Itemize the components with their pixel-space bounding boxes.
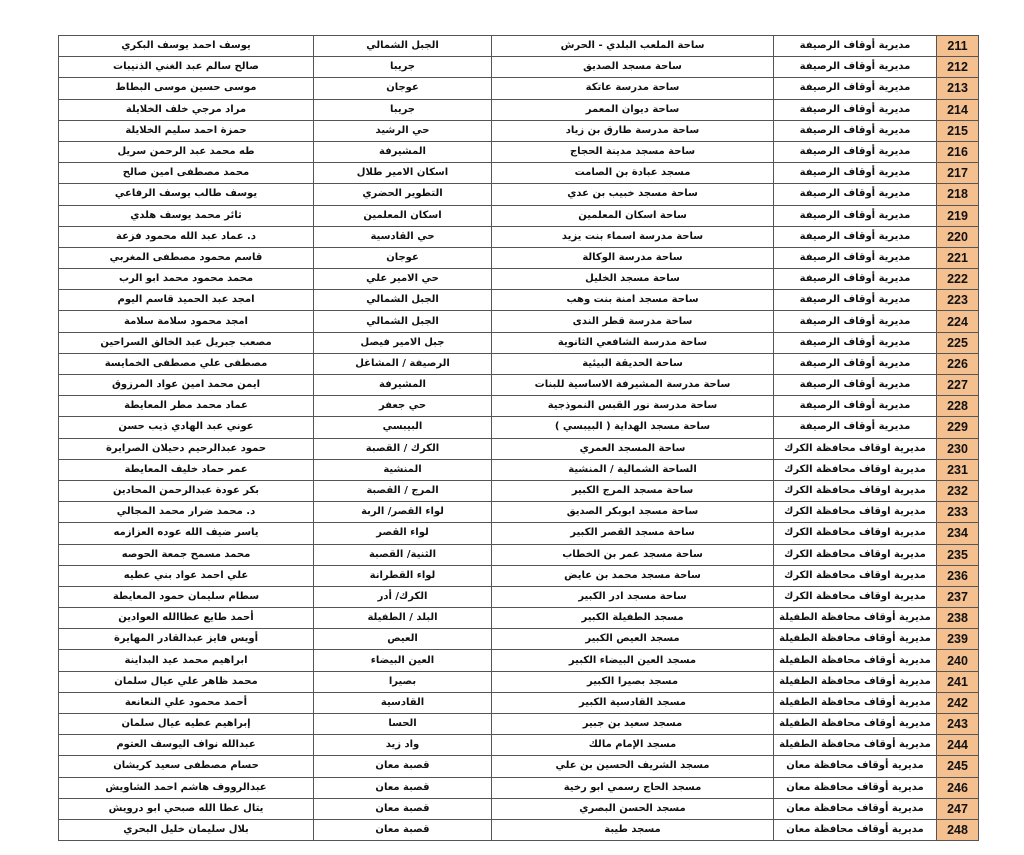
area-cell: الثنية/ القصبة <box>314 544 492 565</box>
row-number-cell: 236 <box>937 565 979 586</box>
table-row <box>59 247 979 268</box>
row-number-cell: 212 <box>937 57 979 78</box>
directorate-cell: مديرية أوقاف محافظة الطفيلة <box>774 692 937 713</box>
person-name-cell: مصطفى علي مصطفى الخمايسة <box>59 353 314 374</box>
site-cell: الساحة الشمالية / المنشية <box>492 459 774 480</box>
person-name-cell: طه محمد عبد الرحمن سريل <box>59 141 314 162</box>
directorate-cell: مديرية أوقاف الرصيفة <box>774 396 937 417</box>
row-number-cell: 245 <box>937 756 979 777</box>
area-cell: قصبة معان <box>314 756 492 777</box>
site-cell: ساحة ديوان المعمر <box>492 99 774 120</box>
directorate-cell: مديرية أوقاف الرصيفة <box>774 247 937 268</box>
area-cell: قصبة معان <box>314 777 492 798</box>
area-cell: واد زيد <box>314 735 492 756</box>
directorate-cell: مديرية اوقاف محافظة الكرك <box>774 586 937 607</box>
person-name-cell: يوسف طالب يوسف الرفاعي <box>59 184 314 205</box>
site-cell: ساحة مسجد ابوبكر الصديق <box>492 502 774 523</box>
area-cell: الحسا <box>314 714 492 735</box>
table-row <box>59 332 979 353</box>
person-name-cell: ثائر محمد يوسف هلدي <box>59 205 314 226</box>
row-number-cell: 220 <box>937 226 979 247</box>
area-cell: المنشية <box>314 459 492 480</box>
person-name-cell: امجد محمود سلامة سلامة <box>59 311 314 332</box>
area-cell: قصبة معان <box>314 819 492 840</box>
site-cell: ساحة مدرسة قطر الندى <box>492 311 774 332</box>
directorate-cell: مديرية أوقاف الرصيفة <box>774 353 937 374</box>
directorate-cell: مديرية اوقاف محافظة الكرك <box>774 438 937 459</box>
site-cell: مسجد العيص الكبير <box>492 629 774 650</box>
area-cell: الكرك / القصبة <box>314 438 492 459</box>
area-cell: قصبة معان <box>314 798 492 819</box>
area-cell: عوجان <box>314 78 492 99</box>
area-cell: العيص <box>314 629 492 650</box>
row-number-cell: 240 <box>937 650 979 671</box>
person-name-cell: محمد محمود محمد ابو الرب <box>59 269 314 290</box>
site-cell: ساحة مدرسة عاتكة <box>492 78 774 99</box>
row-number-cell: 218 <box>937 184 979 205</box>
person-name-cell: موسى حسين موسى البطاط <box>59 78 314 99</box>
person-name-cell: يتال عطا الله صبحي ابو درويش <box>59 798 314 819</box>
table-row <box>59 650 979 671</box>
row-number-cell: 231 <box>937 459 979 480</box>
directorate-cell: مديرية اوقاف محافظة الكرك <box>774 502 937 523</box>
table-row <box>59 629 979 650</box>
site-cell: ساحة مسجد مدينة الحجاج <box>492 141 774 162</box>
directorate-cell: مديرية أوقاف الرصيفة <box>774 205 937 226</box>
person-name-cell: محمد ظاهر علي عيال سلمان <box>59 671 314 692</box>
directorate-cell: مديرية اوقاف محافظة الكرك <box>774 459 937 480</box>
person-name-cell: ياسر ضيف الله عوده العزازمه <box>59 523 314 544</box>
row-number-cell: 216 <box>937 141 979 162</box>
table-row <box>59 184 979 205</box>
table-row <box>59 502 979 523</box>
person-name-cell: محمد مسمح جمعة الحوصه <box>59 544 314 565</box>
site-cell: ساحة مسجد الصديق <box>492 57 774 78</box>
directorate-cell: مديرية اوقاف محافظة الكرك <box>774 565 937 586</box>
row-number-cell: 235 <box>937 544 979 565</box>
area-cell: عوجان <box>314 247 492 268</box>
site-cell: ساحة مسجد الخليل <box>492 269 774 290</box>
site-cell: ساحة مسجد عمر بن الخطاب <box>492 544 774 565</box>
site-cell: مسجد القادسية الكبير <box>492 692 774 713</box>
directorate-cell: مديرية اوقاف محافظة الكرك <box>774 544 937 565</box>
area-cell: حي جعفر <box>314 396 492 417</box>
site-cell: ساحة الملعب البلدي - الحرش <box>492 36 774 57</box>
row-number-cell: 215 <box>937 120 979 141</box>
directorate-cell: مديرية أوقاف محافظة الطفيلة <box>774 650 937 671</box>
directorate-cell: مديرية اوقاف محافظة الكرك <box>774 480 937 501</box>
directorate-cell: مديرية أوقاف الرصيفة <box>774 375 937 396</box>
directorate-cell: مديرية أوقاف الرصيفة <box>774 332 937 353</box>
row-number-cell: 227 <box>937 375 979 396</box>
table-row <box>59 120 979 141</box>
row-number-cell: 234 <box>937 523 979 544</box>
area-cell: المرج / القصبة <box>314 480 492 501</box>
row-number-cell: 224 <box>937 311 979 332</box>
directorate-cell: مديرية أوقاف محافظة الطفيلة <box>774 735 937 756</box>
person-name-cell: إبراهيم عطيه عيال سلمان <box>59 714 314 735</box>
directorate-cell: مديرية أوقاف محافظة معان <box>774 819 937 840</box>
row-number-cell: 225 <box>937 332 979 353</box>
table-row <box>59 57 979 78</box>
table-row <box>59 99 979 120</box>
area-cell: المشيرفة <box>314 375 492 396</box>
table-row <box>59 311 979 332</box>
table-row <box>59 714 979 735</box>
area-cell: اسكان الامير طلال <box>314 163 492 184</box>
table-row <box>59 226 979 247</box>
directorate-cell: مديرية اوقاف محافظة الكرك <box>774 523 937 544</box>
directorate-cell: مديرية أوقاف الرصيفة <box>774 417 937 438</box>
table-row <box>59 417 979 438</box>
area-cell: جريبا <box>314 57 492 78</box>
area-cell: جريبا <box>314 99 492 120</box>
area-cell: لواء القصر/ الربة <box>314 502 492 523</box>
person-name-cell: عوني عبد الهادي ذيب حسن <box>59 417 314 438</box>
site-cell: ساحة مدرسة الشافعي الثانوية <box>492 332 774 353</box>
table-row <box>59 608 979 629</box>
table-row <box>59 480 979 501</box>
row-number-cell: 223 <box>937 290 979 311</box>
directorate-cell: مديرية أوقاف محافظة الطفيلة <box>774 629 937 650</box>
directorate-cell: مديرية أوقاف الرصيفة <box>774 269 937 290</box>
person-name-cell: بلال سليمان خليل البحري <box>59 819 314 840</box>
row-number-cell: 229 <box>937 417 979 438</box>
table-row <box>59 205 979 226</box>
directorate-cell: مديرية أوقاف الرصيفة <box>774 99 937 120</box>
area-cell: الجبل الشمالي <box>314 311 492 332</box>
row-number-cell: 237 <box>937 586 979 607</box>
person-name-cell: أحمد طايع عطاالله العوادين <box>59 608 314 629</box>
row-number-cell: 230 <box>937 438 979 459</box>
person-name-cell: يوسف احمد يوسف البكري <box>59 36 314 57</box>
area-cell: جبل الامير فيصل <box>314 332 492 353</box>
person-name-cell: ابراهيم محمد عيد البداينة <box>59 650 314 671</box>
person-name-cell: د. عماد عبد الله محمود فزعة <box>59 226 314 247</box>
directorate-cell: مديرية أوقاف محافظة الطفيلة <box>774 714 937 735</box>
assignments-table-body <box>59 36 979 841</box>
person-name-cell: عمر حماد خليف المعايطة <box>59 459 314 480</box>
row-number-cell: 217 <box>937 163 979 184</box>
area-cell: بصيرا <box>314 671 492 692</box>
directorate-cell: مديرية أوقاف الرصيفة <box>774 78 937 99</box>
person-name-cell: بكر عودة عبدالرحمن المحادين <box>59 480 314 501</box>
area-cell: المشيرفة <box>314 141 492 162</box>
site-cell: ساحة مسجد المرج الكبير <box>492 480 774 501</box>
table-row <box>59 78 979 99</box>
area-cell: حي الامير علي <box>314 269 492 290</box>
directorate-cell: مديرية أوقاف محافظة الطفيلة <box>774 608 937 629</box>
area-cell: الرصيفة / المشاغل <box>314 353 492 374</box>
table-row <box>59 269 979 290</box>
site-cell: ساحة المسجد العمري <box>492 438 774 459</box>
area-cell: الجبل الشمالي <box>314 290 492 311</box>
table-row <box>59 36 979 57</box>
area-cell: اسكان المعلمين <box>314 205 492 226</box>
directorate-cell: مديرية أوقاف محافظة معان <box>774 777 937 798</box>
area-cell: حي القادسية <box>314 226 492 247</box>
site-cell: ساحة الحديقة البيئية <box>492 353 774 374</box>
row-number-cell: 211 <box>937 36 979 57</box>
row-number-cell: 226 <box>937 353 979 374</box>
person-name-cell: ايمن محمد امين عواد المرزوق <box>59 375 314 396</box>
table-row <box>59 735 979 756</box>
site-cell: مسجد بصيرا الكبير <box>492 671 774 692</box>
table-row <box>59 396 979 417</box>
directorate-cell: مديرية أوقاف الرصيفة <box>774 311 937 332</box>
directorate-cell: مديرية أوقاف الرصيفة <box>774 120 937 141</box>
site-cell: مسجد الحسن البصري <box>492 798 774 819</box>
area-cell: لواء القصر <box>314 523 492 544</box>
site-cell: ساحة مسجد خبيب بن عدي <box>492 184 774 205</box>
table-row <box>59 565 979 586</box>
directorate-cell: مديرية أوقاف الرصيفة <box>774 36 937 57</box>
table-row <box>59 544 979 565</box>
person-name-cell: صالح سالم عبد الغني الذنيبات <box>59 57 314 78</box>
site-cell: مسجد سعيد بن جبير <box>492 714 774 735</box>
directorate-cell: مديرية أوقاف الرصيفة <box>774 163 937 184</box>
site-cell: ساحة مسجد الهداية ( البيبسي ) <box>492 417 774 438</box>
row-number-cell: 219 <box>937 205 979 226</box>
row-number-cell: 228 <box>937 396 979 417</box>
table-row <box>59 163 979 184</box>
person-name-cell: مراد مرجي خلف الخلايلة <box>59 99 314 120</box>
row-number-cell: 246 <box>937 777 979 798</box>
site-cell: مسجد طيبة <box>492 819 774 840</box>
row-number-cell: 213 <box>937 78 979 99</box>
row-number-cell: 239 <box>937 629 979 650</box>
person-name-cell: د. محمد ضرار محمد المجالي <box>59 502 314 523</box>
area-cell: حي الرشيد <box>314 120 492 141</box>
table-row <box>59 523 979 544</box>
row-number-cell: 244 <box>937 735 979 756</box>
site-cell: ساحة مدرسة طارق بن زياد <box>492 120 774 141</box>
person-name-cell: امجد عبد الحميد قاسم اليوم <box>59 290 314 311</box>
directorate-cell: مديرية أوقاف محافظة معان <box>774 798 937 819</box>
table-row <box>59 777 979 798</box>
area-cell: الجبل الشمالي <box>314 36 492 57</box>
directorate-cell: مديرية أوقاف محافظة الطفيلة <box>774 671 937 692</box>
site-cell: مسجد الشريف الحسين بن علي <box>492 756 774 777</box>
person-name-cell: عبدالرووف هاشم احمد الشاويش <box>59 777 314 798</box>
table-row <box>59 756 979 777</box>
site-cell: ساحة مسجد محمد بن عايض <box>492 565 774 586</box>
row-number-cell: 222 <box>937 269 979 290</box>
person-name-cell: أويس فايز عبدالقادر المهايرة <box>59 629 314 650</box>
table-row <box>59 353 979 374</box>
site-cell: ساحة مسجد امنة بنت وهب <box>492 290 774 311</box>
row-number-cell: 214 <box>937 99 979 120</box>
table-row <box>59 692 979 713</box>
site-cell: ساحة مدرسة نور القبس النموذجية <box>492 396 774 417</box>
person-name-cell: مصعب جبريل عبد الخالق السراحين <box>59 332 314 353</box>
directorate-cell: مديرية أوقاف الرصيفة <box>774 141 937 162</box>
table-row <box>59 438 979 459</box>
table-row <box>59 671 979 692</box>
table-row <box>59 586 979 607</box>
site-cell: مسجد الحاج رسمي ابو رخية <box>492 777 774 798</box>
person-name-cell: حمزة احمد سليم الخلايلة <box>59 120 314 141</box>
row-number-cell: 233 <box>937 502 979 523</box>
row-number-cell: 247 <box>937 798 979 819</box>
area-cell: الكرك/ أدر <box>314 586 492 607</box>
site-cell: مسجد الإمام مالك <box>492 735 774 756</box>
person-name-cell: محمد مصطفى امين صالح <box>59 163 314 184</box>
area-cell: لواء القطرانة <box>314 565 492 586</box>
person-name-cell: حمود عبدالرحيم دحيلان الصرايرة <box>59 438 314 459</box>
site-cell: ساحة اسكان المعلمين <box>492 205 774 226</box>
row-number-cell: 232 <box>937 480 979 501</box>
table-row <box>59 819 979 840</box>
table-row <box>59 141 979 162</box>
directorate-cell: مديرية أوقاف الرصيفة <box>774 184 937 205</box>
row-number-cell: 241 <box>937 671 979 692</box>
site-cell: ساحة مدرسة المشيرفة الاساسية للبنات <box>492 375 774 396</box>
table-row <box>59 290 979 311</box>
table-row <box>59 798 979 819</box>
row-number-cell: 238 <box>937 608 979 629</box>
area-cell: البلد / الطفيلة <box>314 608 492 629</box>
site-cell: مسجد عبادة بن الصامت <box>492 163 774 184</box>
row-number-cell: 242 <box>937 692 979 713</box>
site-cell: مسجد الطفيلة الكبير <box>492 608 774 629</box>
area-cell: القادسية <box>314 692 492 713</box>
directorate-cell: مديرية أوقاف محافظة معان <box>774 756 937 777</box>
site-cell: ساحة مدرسة الوكالة <box>492 247 774 268</box>
table-row <box>59 459 979 480</box>
person-name-cell: علي احمد عواد بني عطيه <box>59 565 314 586</box>
person-name-cell: سطام سليمان حمود المعايطة <box>59 586 314 607</box>
person-name-cell: أحمد محمود علي النعانعة <box>59 692 314 713</box>
person-name-cell: عماد محمد مطر المعايطة <box>59 396 314 417</box>
person-name-cell: حسام مصطفى سعيد كريشان <box>59 756 314 777</box>
area-cell: البيبسي <box>314 417 492 438</box>
area-cell: التطوير الحضري <box>314 184 492 205</box>
table-row <box>59 375 979 396</box>
area-cell: العين البيضاء <box>314 650 492 671</box>
row-number-cell: 248 <box>937 819 979 840</box>
directorate-cell: مديرية أوقاف الرصيفة <box>774 290 937 311</box>
site-cell: ساحة مسجد ادر الكبير <box>492 586 774 607</box>
row-number-cell: 243 <box>937 714 979 735</box>
assignments-table <box>58 35 979 841</box>
row-number-cell: 221 <box>937 247 979 268</box>
person-name-cell: عبدالله نواف اليوسف العتوم <box>59 735 314 756</box>
person-name-cell: قاسم محمود مصطفى المغربي <box>59 247 314 268</box>
site-cell: ساحة مدرسة اسماء بنت يزيد <box>492 226 774 247</box>
site-cell: ساحة مسجد القصر الكبير <box>492 523 774 544</box>
directorate-cell: مديرية أوقاف الرصيفة <box>774 57 937 78</box>
site-cell: مسجد العين البيضاء الكبير <box>492 650 774 671</box>
directorate-cell: مديرية أوقاف الرصيفة <box>774 226 937 247</box>
